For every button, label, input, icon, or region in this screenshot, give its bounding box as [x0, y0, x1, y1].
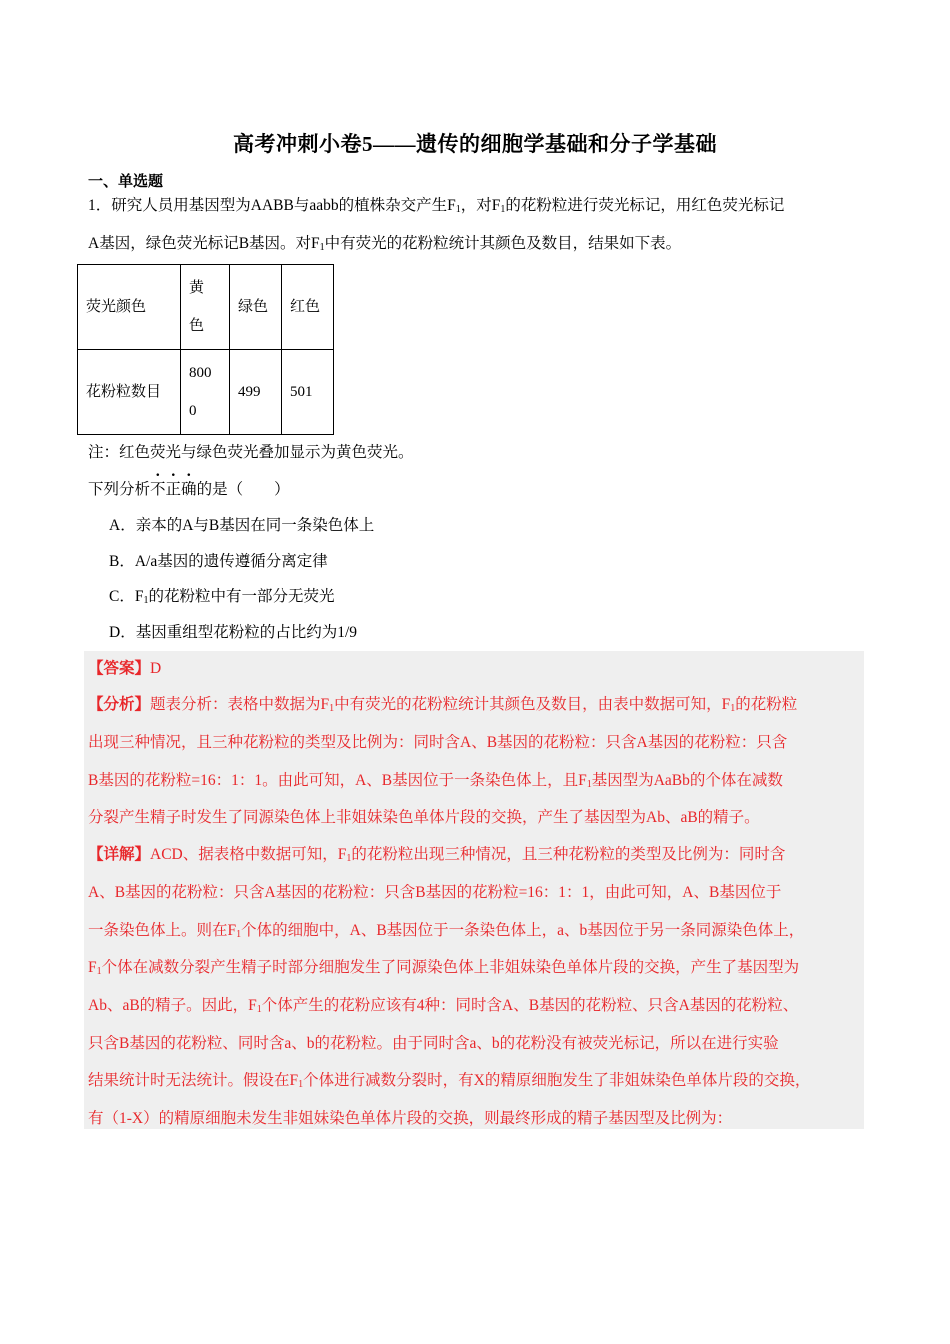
detail-line-2: A、B基因的花粉粒：只含A基因的花粉粒：只含B基因的花粉粒=16：1：1，由此可知，A、B基因位于	[88, 884, 782, 901]
option-c[interactable]: C．$F_1$的花粉粒中有一部分无荧光	[109, 588, 335, 606]
table-cell: 红色	[282, 265, 334, 350]
detail-line-3: 一条染色体上。则在$F_1$个体的细胞中，A、B基因位于一条染色体上，a、b基因位于另一条同源染色体上，	[88, 922, 805, 940]
detail-line-1: 【详解】ACD、据表格中数据可知，$F_1$的花粉粒出现三种情况，且三种花粉粒的类型及比例为：同时含	[88, 846, 786, 864]
detail-line-8: 有（1-X）的精原细胞未发生非姐妹染色单体片段的交换，则最终形成的精子基因型及比例为：	[88, 1110, 733, 1127]
option-a[interactable]: A．亲本的A与B基因在同一条染色体上	[109, 517, 375, 534]
question-line-2: A基因，绿色荧光标记B基因。对$F_1$中有荧光的花粉粒统计其颜色及数目，结果如下表。	[88, 235, 682, 253]
option-d[interactable]: D．基因重组型花粉粒的占比约为1/9	[109, 624, 358, 641]
detail-line-6: 只含B基因的花粉粒、同时含a、b的花粉粒。由于同时含a、b的花粉没有被荧光标记，所以在进行实验	[88, 1035, 779, 1052]
table-header-cell: 花粉粒数目	[78, 350, 181, 435]
analysis-line-2: 出现三种情况，且三种花粉粒的类型及比例为：同时含A、B基因的花粉粒：只含A基因的花粉粒：只含	[88, 734, 788, 751]
question-line-1: 1．研究人员用基因型为AABB与aabb的植株杂交产生$F_1$，对$F_1$的花粉粒进行荧光标记，用红色荧光标记	[88, 197, 785, 215]
analysis-line-1: 【分析】题表分析：表格中数据为$F_1$中有荧光的花粉粒统计其颜色及数目，由表中数据可知，$F_1$的花粉粒	[88, 696, 798, 714]
emphasis-char: 正	[165, 481, 182, 498]
analysis-line-3: B基因的花粉粒=16：1：1。由此可知，A、B基因位于一条染色体上，且$F_1$基因型为AaBb的个体在减数	[88, 772, 783, 790]
page-title: 高考冲刺小卷5——遗传的细胞学基础和分子学基础	[233, 132, 717, 156]
question-prompt: 下列分析不正确的是（ ）	[88, 481, 290, 498]
emphasis-char: 不	[150, 481, 166, 498]
answer-line	[88, 656, 161, 678]
table-cell: 绿色	[230, 265, 282, 350]
option-b[interactable]: B．A/a基因的遗传遵循分离定律	[109, 553, 328, 570]
detail-line-4: $F_1$个体在减数分裂产生精子时部分细胞发生了同源染色体上非姐妹染色单体片段的交换，产生了基因型为	[88, 959, 800, 977]
answer-value: D	[150, 660, 162, 677]
detail-line-5: Ab、aB的精子。因此，$F_1$个体产生的花粉应该有4种：同时含A、B基因的花粉粒、只含A基因的花粉粒、	[88, 997, 799, 1015]
table-note: 注：红色荧光与绿色荧光叠加显示为黄色荧光。	[88, 444, 414, 461]
detail-tag: 【详解】	[88, 846, 151, 863]
table-cell: 800 0	[181, 350, 230, 435]
table-header-cell: 荧光颜色	[78, 265, 181, 350]
emphasis-char: 确	[181, 481, 197, 498]
section-heading: 一、单选题	[88, 174, 164, 190]
analysis-tag: 【分析】	[88, 696, 151, 713]
table-cell: 499	[230, 350, 282, 435]
table-cell: 501	[282, 350, 334, 435]
answer-tag: 【答案】	[88, 660, 151, 677]
question-number: 1．	[88, 197, 112, 214]
detail-line-7: 结果统计时无法统计。假设在$F_1$个体进行减数分裂时，有X的精原细胞发生了非姐妹染色单体片段的交换，	[88, 1072, 811, 1090]
table-row	[78, 265, 334, 350]
table-cell: 黄 色	[181, 265, 230, 350]
table-row	[78, 350, 334, 435]
analysis-line-4: 分裂产生精子时发生了同源染色体上非姐妹染色单体片段的交换，产生了基因型为Ab、aB的精子。	[88, 809, 760, 826]
data-table	[77, 264, 334, 435]
